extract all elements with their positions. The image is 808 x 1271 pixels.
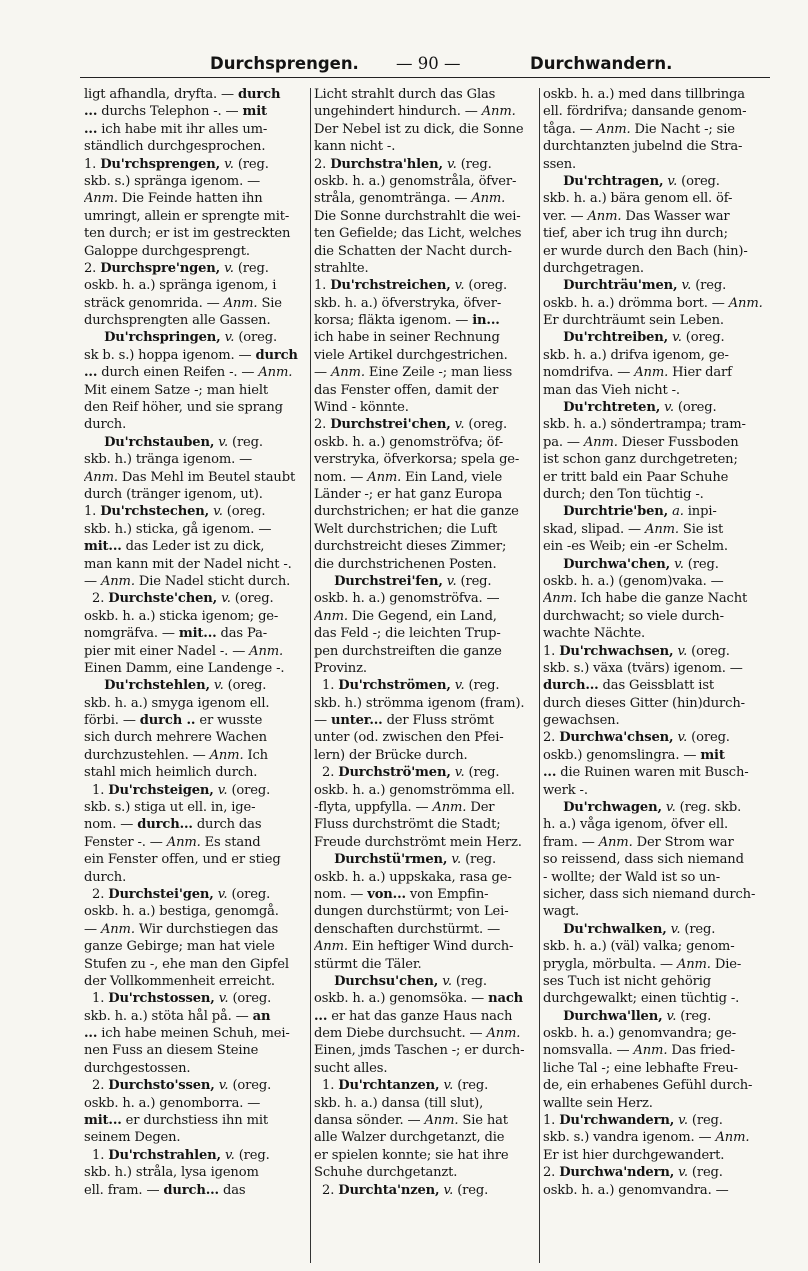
entry-line: oskb. h. a.) uppskaka, rasa ge- bbox=[314, 869, 512, 885]
entry-line: oskb. h. a.) (genom)vaka. — bbox=[543, 573, 724, 589]
entry-line: 2. Durchsto'ssen, v. (oreg. bbox=[84, 1078, 272, 1094]
entry-line: 2. Durchwa'chsen, v. (oreg. bbox=[543, 730, 730, 746]
entry-line: skb. s.) stiga ut ell. in, ige- bbox=[84, 800, 256, 816]
entry-line: 1. Du'rchstossen, v. (oreg. bbox=[84, 991, 272, 1007]
entry-line: verstryka, öfverkorsa; spela ge- bbox=[314, 452, 520, 468]
entry-line: Einen Damm, eine Landenge -. bbox=[84, 660, 285, 676]
entry-line: ... durchs Telephon -. — mit bbox=[84, 104, 267, 120]
entry-line: — Anm. Die Nadel sticht durch. bbox=[84, 573, 291, 589]
entry-line: förbi. — durch .. er wusste bbox=[84, 713, 263, 729]
entry-line: ell. fram. — durch... das bbox=[84, 1182, 246, 1198]
entry-line: ganze Gebirge; man hat viele bbox=[84, 939, 275, 955]
entry-line: skb. h.) stråla, lysa igenom bbox=[84, 1165, 259, 1181]
entry-line: er tritt bald ein Paar Schuhe bbox=[543, 469, 729, 485]
entry-line: durchwacht; so viele durch- bbox=[543, 608, 724, 624]
entry-line: ten durch; er ist im gestreckten bbox=[84, 226, 291, 242]
entry-line: durchgewalkt; einen tüchtig -. bbox=[543, 991, 740, 1007]
entry-line: durchtanzten jubelnd die Stra- bbox=[543, 139, 743, 155]
entry-line: sucht alles. bbox=[314, 1060, 388, 1076]
entry-line: wagt. bbox=[543, 904, 580, 920]
entry-line: durch... das Geissblatt ist bbox=[543, 678, 714, 694]
entry-line: — unter... der Fluss strömt bbox=[314, 713, 494, 729]
entry-line: tåga. — Anm. Die Nacht -; sie bbox=[543, 121, 735, 137]
entry-line: er spielen konnte; sie hat ihre bbox=[314, 1147, 509, 1163]
entry-line: Anm. Die Feinde hatten ihn bbox=[84, 191, 263, 207]
entry-line: stürmt die Täler. bbox=[314, 956, 422, 972]
entry-line: unter (od. zwischen den Pfei- bbox=[314, 730, 504, 746]
entry-line: oskb. h. a.) genomsöka. — nach bbox=[314, 991, 524, 1007]
entry-line: ein -es Weib; ein -er Schelm. bbox=[543, 539, 728, 555]
entry-line: liche Tal -; eine lebhafte Freu- bbox=[543, 1060, 738, 1076]
entry-line: oskb. h. a.) bestiga, genomgå. bbox=[84, 904, 279, 920]
entry-line: 1. Du'rchwandern, v. (reg. bbox=[543, 1113, 723, 1129]
entry-line: oskb. h. a.) genomströfva. — bbox=[314, 591, 500, 607]
entry-line: Stufen zu -, ehe man den Gipfel bbox=[84, 956, 289, 972]
entry-line: ... ich habe meinen Schuh, mei- bbox=[84, 1026, 290, 1042]
entry-line: Durchtrie'ben, a. inpi- bbox=[563, 504, 717, 520]
entry-line: 1. Du'rchtanzen, v. (reg. bbox=[314, 1078, 489, 1094]
entry-line: 1. Du'rchströmen, v. (reg. bbox=[314, 678, 500, 694]
entry-line: durchgestossen. bbox=[84, 1060, 191, 1076]
entry-line: 2. Durchstra'hlen, v. (reg. bbox=[314, 156, 492, 172]
entry-line: skb. h. a.) bära genom ell. öf- bbox=[543, 191, 733, 207]
entry-line: 2. Durchspre'ngen, v. (reg. bbox=[84, 260, 269, 276]
entry-line: wachte Nächte. bbox=[543, 626, 646, 642]
entry-line: Anm. Das Mehl im Beutel staubt bbox=[84, 469, 296, 485]
entry-line: — Anm. Wir durchstiegen das bbox=[84, 921, 279, 937]
entry-line: skb. h. a.) drifva igenom, ge- bbox=[543, 347, 729, 363]
entry-line: die durchstrichenen Posten. bbox=[314, 556, 497, 572]
entry-line: fram. — Anm. Der Strom war bbox=[543, 834, 734, 850]
entry-line: 1. Du'rchstreichen, v. (oreg. bbox=[314, 278, 508, 294]
entry-line: Durchsu'chen, v. (reg. bbox=[334, 973, 487, 989]
entry-line: ist schon ganz durchgetreten; bbox=[543, 452, 738, 468]
entry-line: Einen, jmds Taschen -; er durch- bbox=[314, 1043, 525, 1059]
entry-line: Durchwa'chen, v. (reg. bbox=[563, 556, 719, 572]
entry-line: oskb. h. a.) genomvandra; ge- bbox=[543, 1026, 736, 1042]
entry-line: sich durch mehrere Wachen bbox=[84, 730, 267, 746]
entry-line: den Reif höher, und sie sprang bbox=[84, 400, 283, 416]
entry-line: ... die Ruinen waren mit Busch- bbox=[543, 765, 749, 781]
entry-line: 2. Durchwa'ndern, v. (reg. bbox=[543, 1165, 723, 1181]
entry-line: man kann mit der Nadel nicht -. bbox=[84, 556, 292, 572]
entry-line: 1. Du'rchsprengen, v. (reg. bbox=[84, 156, 269, 172]
entry-line: Die Sonne durchstrahlt die wei- bbox=[314, 208, 521, 224]
entry-line: durch (tränger igenom, ut). bbox=[84, 486, 263, 502]
entry-line: der Vollkommenheit erreicht. bbox=[84, 973, 275, 989]
entry-line: Du'rchtreiben, v. (oreg. bbox=[563, 330, 725, 346]
entry-line: ... durch einen Reifen -. — Anm. bbox=[84, 365, 293, 381]
entry-line: durchstrichen; er hat die ganze bbox=[314, 504, 519, 520]
entry-line: sträck genomrida. — Anm. Sie bbox=[84, 295, 282, 311]
entry-line: oskb. h. a.) drömma bort. — Anm. bbox=[543, 295, 763, 311]
entry-line: die Schatten der Nacht durch- bbox=[314, 243, 512, 259]
entry-line: Schuhe durchgetanzt. bbox=[314, 1165, 458, 1181]
entry-line: skb. h.) sticka, gå igenom. — bbox=[84, 521, 272, 537]
entry-line: durch. bbox=[84, 417, 127, 433]
entry-line: oskb. h. a.) genomstråla, öfver- bbox=[314, 173, 517, 189]
entry-line: skb. h. a.) söndertrampa; tram- bbox=[543, 417, 746, 433]
entry-line: mit... das Leder ist zu dick, bbox=[84, 539, 265, 555]
entry-line: so reissend, dass sich niemand bbox=[543, 852, 744, 868]
entry-line: durchzustehlen. — Anm. Ich bbox=[84, 747, 268, 763]
entry-line: sk b. s.) hoppa igenom. — durch bbox=[84, 347, 298, 363]
entry-line: 2. Durchströ'men, v. (reg. bbox=[314, 765, 500, 781]
entry-line: nomdrifva. — Anm. Hier darf bbox=[543, 365, 732, 381]
entry-line: Durchstü'rmen, v. (reg. bbox=[334, 852, 497, 868]
entry-line: Er durchträumt sein Leben. bbox=[543, 313, 724, 329]
entry-line: ... ich habe mit ihr alles um- bbox=[84, 121, 268, 137]
entry-line: skb. h. a.) smyga igenom ell. bbox=[84, 695, 270, 711]
entry-line: lern) der Brücke durch. bbox=[314, 747, 468, 763]
entry-line: Du'rchstehlen, v. (oreg. bbox=[104, 678, 267, 694]
page-number: — 90 — bbox=[396, 54, 461, 73]
entry-line: Du'rchstauben, v. (reg. bbox=[104, 434, 263, 450]
entry-line: Fluss durchströmt die Stadt; bbox=[314, 817, 501, 833]
entry-line: dansa sönder. — Anm. Sie hat bbox=[314, 1113, 508, 1129]
entry-line: Du'rchwalken, v. (reg. bbox=[563, 921, 716, 937]
header-rule bbox=[80, 77, 770, 78]
entry-line: Freude durchströmt mein Herz. bbox=[314, 834, 522, 850]
entry-line: — Anm. Eine Zeile -; man liess bbox=[314, 365, 513, 381]
entry-line: skb. h. a.) stöta hål på. — an bbox=[84, 1008, 271, 1024]
entry-line: oskb.) genomslingra. — mit bbox=[543, 747, 725, 763]
entry-line: 1. Du'rchstechen, v. (oreg. bbox=[84, 504, 266, 520]
entry-line: wallte sein Herz. bbox=[543, 1095, 653, 1111]
entry-line: tief, aber ich trug ihn durch; bbox=[543, 226, 728, 242]
entry-line: nom. — Anm. Ein Land, viele bbox=[314, 469, 503, 485]
entry-line: ver. — Anm. Das Wasser war bbox=[543, 208, 730, 224]
entry-line: gewachsen. bbox=[543, 713, 620, 729]
entry-line: viele Artikel durchgestrichen. bbox=[314, 347, 508, 363]
entry-line: ein Fenster offen, und er stieg bbox=[84, 852, 281, 868]
entry-line: Durchwa'llen, v. (reg. bbox=[563, 1008, 712, 1024]
entry-line: werk -. bbox=[543, 782, 588, 798]
entry-line: Anm. Ich habe die ganze Nacht bbox=[543, 591, 748, 607]
entry-line: Du'rchtreten, v. (oreg. bbox=[563, 400, 717, 416]
entry-line: man das Vieh nicht -. bbox=[543, 382, 680, 398]
entry-line: nomsvalla. — Anm. Das fried- bbox=[543, 1043, 735, 1059]
entry-line: nen Fuss an diesem Steine bbox=[84, 1043, 259, 1059]
entry-line: Wind - könnte. bbox=[314, 400, 409, 416]
entry-line: Provinz. bbox=[314, 660, 367, 676]
header-last-entry: Durchwandern. bbox=[530, 54, 673, 73]
entry-line: durch. bbox=[84, 869, 127, 885]
entry-line: Du'rchtragen, v. (oreg. bbox=[563, 173, 720, 189]
entry-line: skb. s.) växa (tvärs) igenom. — bbox=[543, 660, 743, 676]
entry-line: Er ist hier durchgewandert. bbox=[543, 1147, 725, 1163]
entry-line: sicher, dass sich niemand durch- bbox=[543, 886, 756, 902]
entry-line: 2. Durchstei'gen, v. (oreg. bbox=[84, 886, 271, 902]
entry-line: h. a.) våga igenom, öfver ell. bbox=[543, 817, 729, 833]
entry-line: Fenster -. — Anm. Es stand bbox=[84, 834, 261, 850]
entry-line: prygla, mörbulta. — Anm. Die- bbox=[543, 956, 742, 972]
entry-line: Anm. Ein heftiger Wind durch- bbox=[314, 939, 514, 955]
entry-line: ligt afhandla, dryfta. — durch bbox=[84, 87, 281, 102]
column-divider-1 bbox=[310, 88, 311, 1263]
entry-line: skb. s.) vandra igenom. — Anm. bbox=[543, 1130, 750, 1146]
entry-line: 2. Durchste'chen, v. (oreg. bbox=[84, 591, 274, 607]
entry-line: de, ein erhabenes Gefühl durch- bbox=[543, 1078, 753, 1094]
entry-line: Länder -; er hat ganz Europa bbox=[314, 486, 503, 502]
entry-line: das Fenster offen, damit der bbox=[314, 382, 499, 398]
entry-line: ten Gefielde; das Licht, welches bbox=[314, 226, 522, 242]
entry-line: ell. fördrifva; dansande genom- bbox=[543, 104, 747, 120]
entry-line: dem Diebe durchsucht. — Anm. bbox=[314, 1026, 521, 1042]
entry-line: skb. h.) strömma igenom (fram). bbox=[314, 695, 525, 711]
entry-line: nom. — von... von Empfin- bbox=[314, 886, 489, 902]
entry-line: skb. h. a.) (väl) valka; genom- bbox=[543, 939, 735, 955]
entry-line: 2. Durchstrei'chen, v. (oreg. bbox=[314, 417, 508, 433]
entry-line: stråla, genomtränga. — Anm. bbox=[314, 191, 506, 207]
entry-line: mit... er durchstiess ihn mit bbox=[84, 1113, 268, 1129]
entry-line: skb. h. a.) öfverstryka, öfver- bbox=[314, 295, 502, 311]
entry-line: durch dieses Gitter (hin)durch- bbox=[543, 695, 745, 711]
entry-line: skb. s.) spränga igenom. — bbox=[84, 173, 261, 189]
entry-line: nomgräfva. — mit... das Pa- bbox=[84, 626, 268, 642]
entry-line: Der Nebel ist zu dick, die Sonne bbox=[314, 121, 524, 137]
entry-line: Durchträu'men, v. (reg. bbox=[563, 278, 727, 294]
entry-line: kann nicht -. bbox=[314, 139, 396, 155]
entry-line: pa. — Anm. Dieser Fussboden bbox=[543, 434, 739, 450]
entry-line: denschaften durchstürmt. — bbox=[314, 921, 501, 937]
entry-line: 1. Du'rchstrahlen, v. (reg. bbox=[84, 1147, 270, 1163]
entry-line: oskb. h. a.) genomströmma ell. bbox=[314, 782, 515, 798]
column-divider-2 bbox=[539, 88, 540, 1263]
entry-line: ich habe in seiner Rechnung bbox=[314, 330, 500, 346]
column-1 bbox=[84, 86, 308, 1261]
entry-line: oskb. h. a.) sticka igenom; ge- bbox=[84, 608, 279, 624]
entry-line: nom. — durch... durch das bbox=[84, 817, 262, 833]
entry-line: strahlte. bbox=[314, 260, 369, 276]
entry-line: skb. h. a.) dansa (till slut), bbox=[314, 1095, 484, 1111]
entry-line: 1. Du'rchsteigen, v. (oreg. bbox=[84, 782, 271, 798]
entry-line: ssen. bbox=[543, 156, 577, 172]
entry-line: Galoppe durchgesprengt. bbox=[84, 243, 250, 259]
entry-line: ungehindert hindurch. — Anm. bbox=[314, 104, 516, 120]
entry-line: oskb. h. a.) genomströfva; öf- bbox=[314, 434, 504, 450]
entry-line: korsa; fläkta igenom. — in... bbox=[314, 313, 500, 329]
entry-line: pier mit einer Nadel -. — Anm. bbox=[84, 643, 284, 659]
entry-line: umringt, allein er sprengte mit- bbox=[84, 208, 290, 224]
entry-line: - wollte; der Wald ist so un- bbox=[543, 869, 721, 885]
entry-line: -flyta, uppfylla. — Anm. Der bbox=[314, 800, 495, 816]
entry-line: Du'rchwagen, v. (reg. skb. bbox=[563, 800, 742, 816]
entry-line: ständlich durchgesprochen. bbox=[84, 139, 266, 155]
column-2 bbox=[314, 86, 538, 1261]
entry-line: dungen durchstürmt; von Lei- bbox=[314, 904, 509, 920]
entry-line: Du'rchspringen, v. (oreg. bbox=[104, 330, 277, 346]
entry-line: stahl mich heimlich durch. bbox=[84, 765, 258, 781]
entry-line: oskb. h. a.) genomborra. — bbox=[84, 1095, 261, 1111]
entry-line: Mit einem Satze -; man hielt bbox=[84, 382, 268, 398]
entry-line: skad, slipad. — Anm. Sie ist bbox=[543, 521, 724, 537]
entry-line: oskb. h. a.) spränga igenom, i bbox=[84, 278, 277, 294]
entry-line: 1. Du'rchwachsen, v. (oreg. bbox=[543, 643, 730, 659]
entry-line: Durchstrei'fen, v. (reg. bbox=[334, 573, 492, 589]
entry-line: skb. h.) tränga igenom. — bbox=[84, 452, 253, 468]
entry-line: er wurde durch den Bach (hin)- bbox=[543, 243, 748, 259]
entry-line: oskb. h. a.) genomvandra. — bbox=[543, 1182, 729, 1198]
entry-line: 2. Durchta'nzen, v. (reg. bbox=[314, 1182, 489, 1198]
entry-line: oskb. h. a.) med dans tillbringa bbox=[543, 87, 745, 102]
entry-line: alle Walzer durchgetanzt, die bbox=[314, 1130, 505, 1146]
entry-line: durchgetragen. bbox=[543, 260, 644, 276]
entry-line: Licht strahlt durch das Glas bbox=[314, 87, 496, 102]
entry-line: durchsprengten alle Gassen. bbox=[84, 313, 271, 329]
entry-line: durch; den Ton tüchtig -. bbox=[543, 486, 704, 502]
entry-line: pen durchstreiften die ganze bbox=[314, 643, 502, 659]
entry-line: ses Tuch ist nicht gehörig bbox=[543, 973, 711, 989]
page-header bbox=[60, 44, 750, 74]
entry-line: Welt durchstrichen; die Luft bbox=[314, 521, 498, 537]
entry-line: ... er hat das ganze Haus nach bbox=[314, 1008, 513, 1024]
entry-line: durchstreicht dieses Zimmer; bbox=[314, 539, 507, 555]
entry-line: das Feld -; die leichten Trup- bbox=[314, 626, 501, 642]
entry-line: Anm. Die Gegend, ein Land, bbox=[314, 608, 497, 624]
entry-line: seinem Degen. bbox=[84, 1130, 181, 1146]
column-3 bbox=[543, 86, 767, 1261]
header-first-entry: Durchsprengen. bbox=[210, 54, 359, 73]
